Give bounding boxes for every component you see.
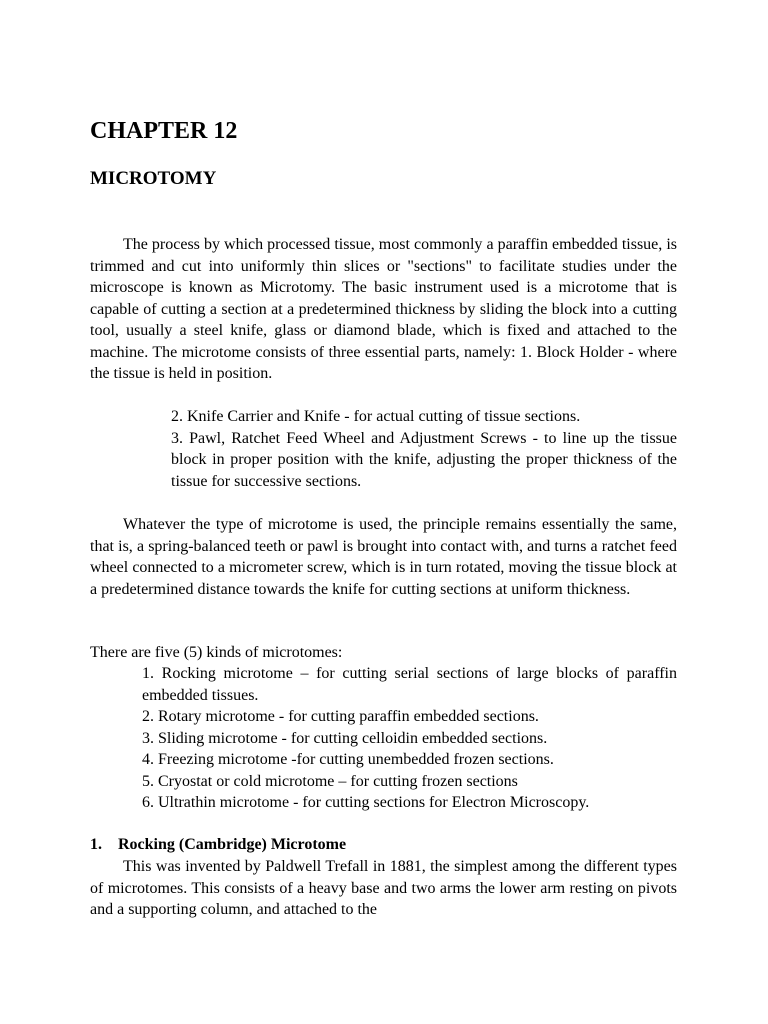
part-item-knife-carrier: 2. Knife Carrier and Knife - for actual cutting of tissue sections. — [171, 408, 581, 425]
section-title: MICROTOMY — [90, 168, 217, 189]
kind-item-sliding: 3. Sliding microtome - for cutting celloidin embedded sections. — [142, 729, 548, 747]
chapter-title: CHAPTER 12 — [90, 118, 238, 144]
kinds-intro: There are five (5) kinds of microtomes: — [90, 644, 343, 661]
part-item-pawl-ratchet: 3. Pawl, Ratchet Feed Wheel and Adjustment Screws - to line up the tissue block in proper position with the knife, adjusting the proper thickness of the tissue for successive sections. — [171, 429, 677, 490]
kind-item-cryostat: 5. Cryostat or cold microtome – for cutting frozen sections — [142, 772, 518, 790]
subsection-number: 1. — [90, 836, 102, 853]
principle-paragraph: Whatever the type of microtome is used, the principle remains essentially the same, that is, a spring-balanced teeth or pawl is brought into contact with, and turns a ratchet feed wheel connected to a micrometer screw, which is in turn rotated, moving the tissue block at a predetermined distance towards the knife for cutting sections at uniform thickness. — [90, 516, 677, 598]
microtome-parts-list — [171, 406, 677, 492]
kind-item-rotary: 2. Rotary microtome - for cutting paraffin embedded sections. — [142, 708, 539, 725]
kind-item-freezing: 4. Freezing microtome -for cutting unembedded frozen sections. — [142, 751, 554, 768]
rocking-microtome-paragraph: This was invented by Paldwell Trefall in 1881, the simplest among the different types of microtomes. This consists of a heavy base and two arms the lower arm resting on pivots and a supporting column, and attached to the — [90, 858, 677, 918]
microtome-kinds-list — [142, 663, 677, 814]
intro-paragraph: The process by which processed tissue, most commonly a paraffin embedded tissue, is trimmed and cut into uniformly thin slices or "sections" to facilitate studies under the microscope is known as Microtomy. The basic instrument used is a microtome that is capable of cutting a section at a predetermined thickness by sliding the block into a cutting tool, usually a steel knife, glass or diamond blade, which is fixed and attached to the machine. The microtome consists of three essential parts, namely: 1. Block Holder - where the tissue is held in position. — [90, 236, 677, 382]
kind-item-rocking: 1. Rocking microtome – for cutting serial sections of large blocks of paraffin embedded tissues. — [142, 665, 677, 704]
subsection-heading — [90, 834, 346, 856]
kind-item-ultrathin: 6. Ultrathin microtome - for cutting sections for Electron Microscopy. — [142, 794, 590, 811]
subsection-title: Rocking (Cambridge) Microtome — [118, 836, 347, 853]
